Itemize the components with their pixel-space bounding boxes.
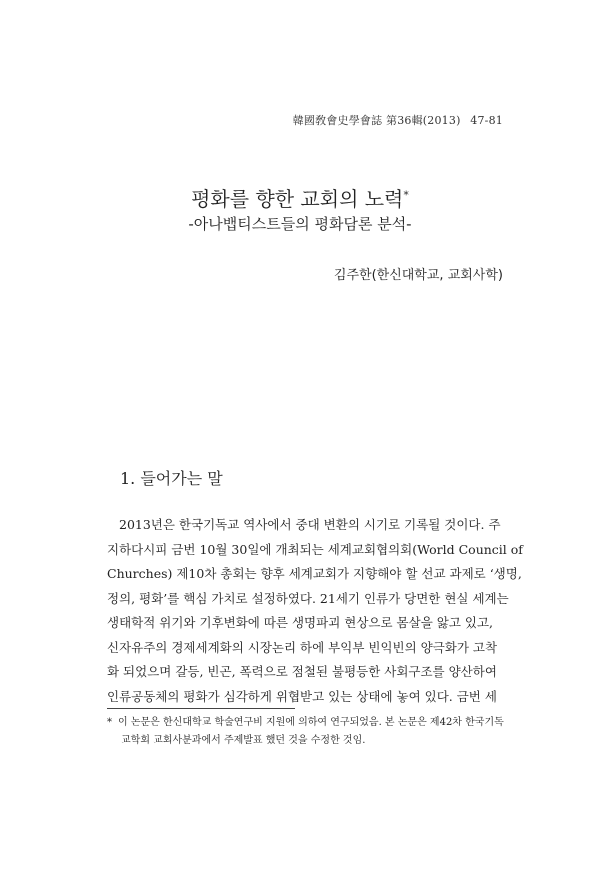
journal-citation: 韓國敎會史學會誌 第36輯(2013) bbox=[292, 114, 461, 127]
footnote-line bbox=[107, 714, 504, 732]
footnote-text: 이 논문은 한신대학교 학술연구비 지원에 의하여 연구되었음. 본 논문은 제42차 한국기독 bbox=[118, 717, 504, 728]
running-header bbox=[293, 112, 503, 128]
paper-title-text: 평화를 향한 교회의 노력 bbox=[191, 187, 404, 211]
body-line: 2013년은 한국기독교 역사에서 중대 변환의 시기로 기록될 것이다. 주 bbox=[119, 517, 501, 532]
footnote-line: 교학회 교회사분과에서 주제발표 했던 것을 수정한 것임. bbox=[121, 735, 366, 746]
body-paragraph bbox=[107, 513, 523, 709]
paper-title bbox=[0, 183, 600, 212]
body-line: Churches) 제10차 총회는 향후 세계교회가 지향해야 할 선교 과제로 ‘생명, bbox=[107, 566, 522, 581]
footnote-mark: * bbox=[107, 717, 112, 728]
footnote bbox=[107, 714, 504, 750]
author-affiliation: 김주한(한신대학교, 교회사학) bbox=[333, 268, 503, 283]
page-range: 47-81 bbox=[470, 114, 503, 127]
footnote-divider bbox=[107, 708, 295, 709]
body-line: 신자유주의 경제세계화의 시장논리 하에 부익부 빈익빈의 양극화가 고착 bbox=[107, 639, 498, 655]
body-line: 지하다시피 금번 10월 30일에 개최되는 세계교회협의회(World Council of bbox=[107, 541, 523, 557]
body-line: 화 되었으며 갈등, 빈곤, 폭력으로 점철된 불평등한 사회구조를 양산하여 bbox=[107, 664, 497, 679]
body-line: 인류공동체의 평화가 심각하게 위협받고 있는 상태에 놓여 있다. 금번 세 bbox=[107, 688, 497, 704]
body-line: 정의, 평화’를 핵심 가치로 설정하였다. 21세기 인류가 당면한 현실 세계는 bbox=[107, 590, 509, 606]
section-heading: 1. 들어가는 말 bbox=[120, 469, 223, 488]
title-footnote-mark: * bbox=[403, 188, 409, 202]
body-line: 생태학적 위기와 기후변화에 따른 생명파괴 현상으로 몸살을 앓고 있고, bbox=[107, 615, 493, 630]
paper-subtitle: -아나뱁티스트들의 평화담론 분석- bbox=[188, 215, 412, 233]
